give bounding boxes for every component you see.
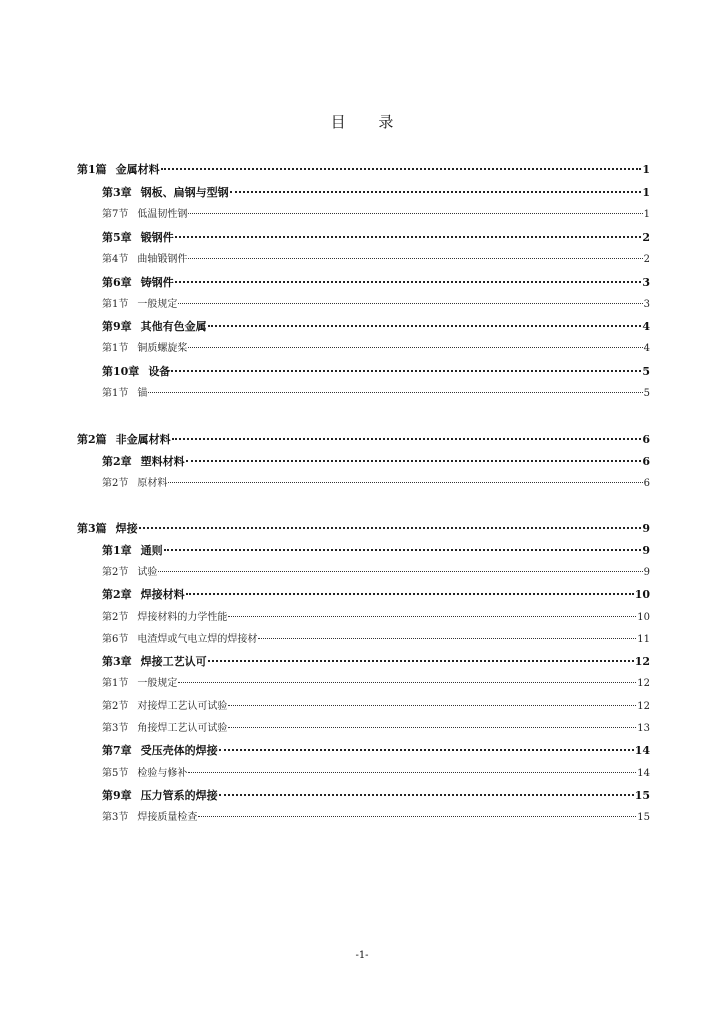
toc-entry-page: 3 xyxy=(642,276,650,289)
toc-entry-part[interactable] xyxy=(77,160,650,180)
toc-entry-page: 15 xyxy=(637,812,650,823)
toc-entry-number: 第2节 xyxy=(102,612,129,623)
toc-entry-page: 4 xyxy=(642,320,650,333)
toc-entry-page: 9 xyxy=(642,522,650,535)
toc-entry-title: 原材料 xyxy=(137,478,168,489)
toc-entry-chapter[interactable] xyxy=(102,362,650,382)
toc-entry-number: 第1节 xyxy=(102,678,129,689)
toc-entry-number: 第2章 xyxy=(102,588,132,601)
toc-entry-number: 第5章 xyxy=(102,231,132,244)
toc-entry-title: 试验 xyxy=(137,567,158,578)
toc-entry-number: 第1章 xyxy=(102,544,132,557)
dot-leader xyxy=(175,281,642,283)
toc-entry-title: 锻钢件 xyxy=(140,231,174,244)
dot-leader xyxy=(168,482,642,483)
toc-entry-title: 非金属材料 xyxy=(115,433,171,446)
toc-entry-number: 第9章 xyxy=(102,789,132,802)
toc-entry-section[interactable] xyxy=(102,250,650,270)
toc-entry-page: 6 xyxy=(643,478,650,489)
toc-entry-number: 第7章 xyxy=(102,744,132,757)
toc-entry-title: 塑料材料 xyxy=(140,455,185,468)
toc-entry-number: 第7节 xyxy=(102,209,129,220)
toc-entry-chapter[interactable] xyxy=(102,786,650,806)
toc-entry-title: 受压壳体的焊接 xyxy=(140,744,218,757)
toc-entry-page: 12 xyxy=(637,701,650,712)
dot-leader xyxy=(208,325,642,327)
toc-entry-number: 第4节 xyxy=(102,254,129,265)
toc-entry-page: 6 xyxy=(642,433,650,446)
dot-leader xyxy=(188,772,636,773)
toc-entry-title: 一般规定 xyxy=(137,678,178,689)
toc-entry-page: 6 xyxy=(642,455,650,468)
toc-entry-page: 9 xyxy=(643,567,650,578)
toc-entry-section[interactable] xyxy=(102,474,650,494)
toc-entry-number: 第6章 xyxy=(102,276,132,289)
toc-entry-number: 第3章 xyxy=(102,186,132,199)
toc-entry-title: 焊接 xyxy=(115,522,138,535)
toc-entry-number: 第2节 xyxy=(102,478,129,489)
toc-entry-page: 13 xyxy=(637,723,650,734)
toc-entry-page: 10 xyxy=(634,588,650,601)
toc-entry-title: 角接焊工艺认可试验 xyxy=(137,723,228,734)
toc-entry-number: 第3节 xyxy=(102,723,129,734)
toc-entry-title: 焊接材料的力学性能 xyxy=(137,612,228,623)
toc-entry-title: 焊接工艺认可 xyxy=(140,655,207,668)
dot-leader xyxy=(188,258,642,259)
toc-entry-page: 5 xyxy=(643,388,650,399)
dot-leader xyxy=(219,749,634,751)
page-number: -1- xyxy=(355,950,369,961)
toc-entry-chapter[interactable] xyxy=(102,652,650,672)
dot-leader xyxy=(178,303,642,304)
toc-entry-title: 压力管系的焊接 xyxy=(140,789,218,802)
dot-leader xyxy=(148,392,642,393)
toc-entry-title: 锚 xyxy=(137,388,148,399)
toc-entry-chapter[interactable] xyxy=(102,317,650,337)
toc-entry-page: 9 xyxy=(642,544,650,557)
toc-entry-chapter[interactable] xyxy=(102,273,650,293)
toc-entry-page: 1 xyxy=(642,186,650,199)
toc-entry-chapter[interactable] xyxy=(102,585,650,605)
toc-entry-title: 检验与修补 xyxy=(137,768,188,779)
dot-leader xyxy=(161,168,642,170)
dot-leader xyxy=(228,705,636,706)
toc-entry-title: 焊接材料 xyxy=(140,588,185,601)
toc-entry-number: 第2篇 xyxy=(77,433,107,446)
dot-leader xyxy=(228,616,636,617)
toc-entry-title: 设备 xyxy=(148,365,171,378)
toc-entry-number: 第3篇 xyxy=(77,522,107,535)
dot-leader xyxy=(219,794,634,796)
toc-entry-page: 4 xyxy=(643,343,650,354)
toc-entry-page: 12 xyxy=(634,655,650,668)
toc-entry-section[interactable] xyxy=(102,808,650,828)
toc-entry-section[interactable] xyxy=(102,339,650,359)
dot-leader xyxy=(208,660,634,662)
toc-entry-chapter[interactable] xyxy=(102,228,650,248)
toc-entry-title: 铸钢件 xyxy=(140,276,174,289)
toc-entry-number: 第9章 xyxy=(102,320,132,333)
dot-leader xyxy=(158,571,642,572)
toc-entry-title: 电渣焊或气电立焊的焊接材 xyxy=(137,634,258,645)
toc-entry-page: 12 xyxy=(637,678,650,689)
toc-entry-page: 3 xyxy=(643,299,650,310)
toc-entry-section[interactable] xyxy=(102,719,650,739)
toc-entry-number: 第1节 xyxy=(102,343,129,354)
toc-entry-title: 其他有色金属 xyxy=(140,320,207,333)
toc-entry-page: 1 xyxy=(642,163,650,176)
toc-entry-page: 14 xyxy=(637,768,650,779)
dot-leader xyxy=(186,593,634,595)
toc-entry-number: 第3节 xyxy=(102,812,129,823)
toc-entry-page: 1 xyxy=(643,209,650,220)
toc-entry-part[interactable] xyxy=(77,519,650,539)
toc-entry-number: 第2节 xyxy=(102,567,129,578)
toc-entry-part[interactable] xyxy=(77,430,650,450)
toc-entry-number: 第1篇 xyxy=(77,163,107,176)
toc-entry-number: 第2章 xyxy=(102,455,132,468)
toc-entry-number: 第1节 xyxy=(102,299,129,310)
toc-entry-chapter[interactable] xyxy=(102,741,650,761)
toc-entry-number: 第1节 xyxy=(102,388,129,399)
toc-entry-title: 焊接质量检查 xyxy=(137,812,198,823)
toc-entry-title: 钢板、扁钢与型钢 xyxy=(140,186,229,199)
toc-entry-title: 对接焊工艺认可试验 xyxy=(137,701,228,712)
toc-entry-chapter[interactable] xyxy=(102,452,650,472)
toc-entry-section[interactable] xyxy=(102,697,650,717)
dot-leader xyxy=(228,727,636,728)
toc-entry-page: 5 xyxy=(642,365,650,378)
toc-entry-section[interactable] xyxy=(102,384,650,404)
toc-entry-chapter[interactable] xyxy=(102,541,650,561)
toc-entry-section[interactable] xyxy=(102,764,650,784)
toc-entry-section[interactable] xyxy=(102,205,650,225)
dot-leader xyxy=(188,347,642,348)
dot-leader xyxy=(230,191,642,193)
toc-entry-section[interactable] xyxy=(102,295,650,315)
dot-leader xyxy=(258,638,636,639)
toc-entry-page: 15 xyxy=(634,789,650,802)
toc-entry-page: 2 xyxy=(643,254,650,265)
toc-entry-title: 低温韧性钢 xyxy=(137,209,188,220)
toc-entry-number: 第2节 xyxy=(102,701,129,712)
dot-leader xyxy=(171,370,641,372)
toc-entry-number: 第5节 xyxy=(102,768,129,779)
toc-entry-title: 金属材料 xyxy=(115,163,160,176)
toc-entry-number: 第6节 xyxy=(102,634,129,645)
toc-entry-section[interactable] xyxy=(102,608,650,628)
toc-entry-title: 通则 xyxy=(140,544,163,557)
toc-entry-page: 14 xyxy=(634,744,650,757)
dot-leader xyxy=(178,682,636,683)
toc-entry-title: 曲轴锻钢件 xyxy=(137,254,188,265)
dot-leader xyxy=(188,213,642,214)
toc-entry-title: 铜质螺旋桨 xyxy=(137,343,188,354)
dot-leader xyxy=(198,816,636,817)
toc-entry-number: 第10章 xyxy=(102,365,140,378)
dot-leader xyxy=(175,236,642,238)
dot-leader xyxy=(164,549,642,551)
toc-entry-section[interactable] xyxy=(102,674,650,694)
dot-leader xyxy=(186,460,642,462)
toc-entry-page: 11 xyxy=(637,634,650,645)
toc-entry-page: 2 xyxy=(642,231,650,244)
toc-entry-page: 10 xyxy=(637,612,650,623)
toc-entry-section[interactable] xyxy=(102,630,650,650)
toc-entry-section[interactable] xyxy=(102,563,650,583)
toc-entry-chapter[interactable] xyxy=(102,183,650,203)
toc-entry-number: 第3章 xyxy=(102,655,132,668)
toc-entry-title: 一般规定 xyxy=(137,299,178,310)
dot-leader xyxy=(139,527,642,529)
toc-title: 目 录 xyxy=(330,113,408,131)
dot-leader xyxy=(172,438,642,440)
